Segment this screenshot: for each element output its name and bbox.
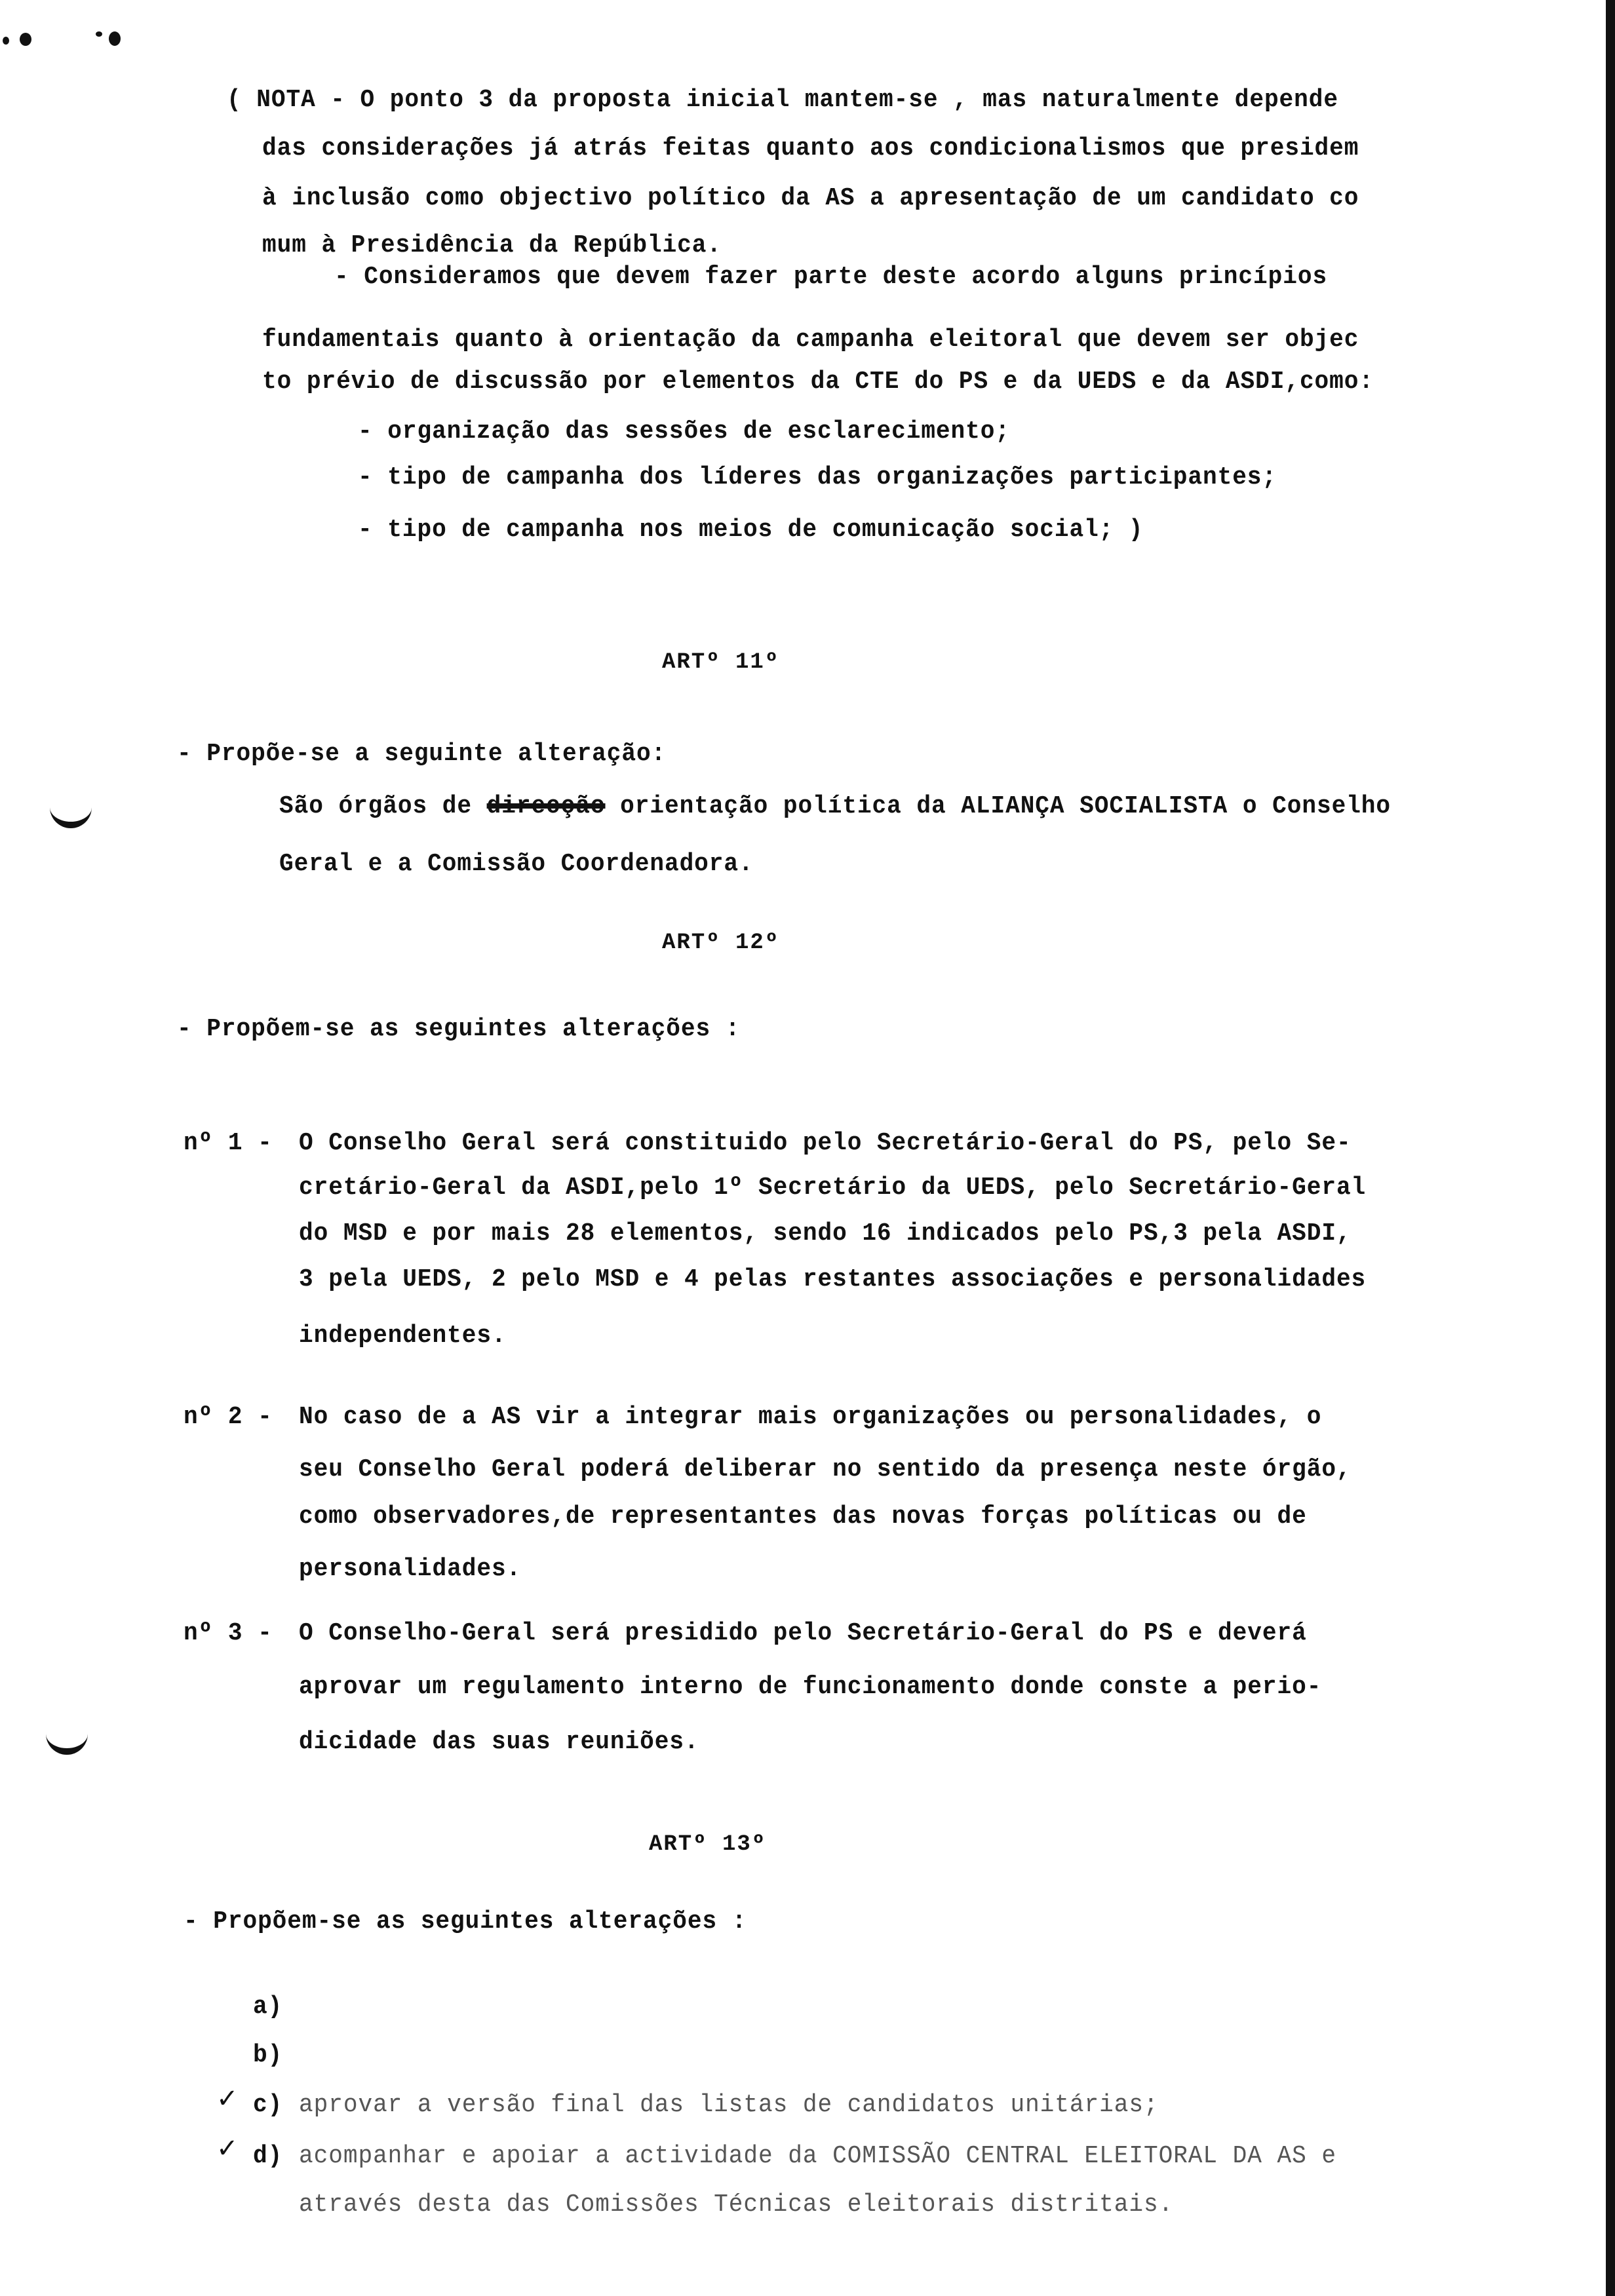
article-12-item-2-line-3: como observadores,de representantes das novas forças políticas ou de (299, 1502, 1307, 1531)
note-line-1: ( NOTA - O ponto 3 da proposta inicial mantem-se , mas naturalmente depende (227, 86, 1339, 114)
note-line-4: mum à Presidência da República. (262, 231, 722, 259)
article-12-item-1-line-2: cretário-Geral da ASDI,pelo 1º Secretário da UEDS, pelo Secretário-Geral (299, 1174, 1367, 1202)
note-bullet-3: - tipo de campanha nos meios de comunicação social; ) (358, 516, 1144, 544)
struck-word: direcção (486, 792, 606, 820)
check-mark-icon: ✓ (216, 2084, 239, 2114)
article-12-item-1-line-5: independentes. (299, 1322, 507, 1350)
article-12-item-3-line-2: aprovar um regulamento interno de funcionamento donde conste a perio- (299, 1673, 1322, 1701)
article-11-text-after: orientação política da ALIANÇA SOCIALISTA o Conselho (605, 792, 1391, 820)
scan-speck (96, 31, 102, 37)
article-12-heading: ARTº 12º (662, 930, 780, 955)
article-13-item-b-label: b) (253, 2041, 283, 2069)
article-11-text-line-2: Geral e a Comissão Coordenadora. (279, 850, 754, 878)
note-bullet-2: - tipo de campanha dos líderes das organizações participantes; (358, 463, 1277, 491)
note-line-7: to prévio de discussão por elementos da CTE do PS e da UEDS e da ASDI,como: (262, 368, 1374, 396)
article-12-item-1-line-1: O Conselho Geral será constituido pelo Secretário-Geral do PS, pelo Se- (299, 1129, 1352, 1157)
article-13-item-a-label: a) (253, 1993, 283, 2021)
article-12-item-2-line-1: No caso de a AS vir a integrar mais organizações ou personalidades, o (299, 1403, 1322, 1431)
scan-speck (109, 31, 121, 46)
article-13-item-c-text: aprovar a versão final das listas de candidatos unitárias; (299, 2091, 1159, 2119)
scan-speck (20, 33, 31, 46)
article-13-item-c-label: c) (253, 2091, 283, 2119)
article-12-item-1-line-4: 3 pela UEDS, 2 pelo MSD e 4 pelas restantes associações e personalidades (299, 1265, 1367, 1293)
article-11-text-line-1 (279, 792, 1391, 822)
article-12-intro: - Propõem-se as seguintes alterações : (177, 1015, 741, 1043)
note-bullet-1: - organização das sessões de esclarecimento; (358, 417, 1011, 446)
article-13-heading: ARTº 13º (649, 1832, 767, 1857)
binder-hole-mark (46, 1727, 88, 1755)
scan-speck (3, 37, 9, 45)
page-edge-shadow (1606, 0, 1615, 2296)
article-13-item-d-text: acompanhar e apoiar a actividade da COMISSÃO CENTRAL ELEITORAL DA AS e (299, 2142, 1336, 2170)
article-11-intro: - Propõe-se a seguinte alteração: (177, 740, 667, 768)
binder-hole-mark (50, 801, 92, 828)
article-13-item-d-label: d) (253, 2142, 283, 2170)
article-12-item-2-line-4: personalidades. (299, 1555, 522, 1583)
article-13-item-d-continuation: através desta das Comissões Técnicas eleitorais distritais. (299, 2191, 1174, 2219)
note-line-3: à inclusão como objectivo político da AS a apresentação de um candidato co (262, 184, 1359, 212)
note-line-6: fundamentais quanto à orientação da campanha eleitoral que devem ser objec (262, 326, 1359, 354)
article-11-heading: ARTº 11º (662, 650, 780, 675)
article-12-item-2-label: nº 2 - (184, 1403, 273, 1431)
article-12-item-1-line-3: do MSD e por mais 28 elementos, sendo 16 indicados pelo PS,3 pela ASDI, (299, 1219, 1352, 1248)
article-12-item-3-label: nº 3 - (184, 1619, 273, 1647)
article-12-item-1-label: nº 1 - (184, 1129, 273, 1157)
note-line-5: - Consideramos que devem fazer parte deste acordo alguns princípios (334, 263, 1328, 291)
article-11-text-before: São órgãos de (279, 792, 487, 820)
article-12-item-3-line-1: O Conselho-Geral será presidido pelo Secretário-Geral do PS e deverá (299, 1619, 1307, 1647)
check-mark-icon: ✓ (216, 2133, 239, 2164)
article-12-item-2-line-2: seu Conselho Geral poderá deliberar no sentido da presença neste órgão, (299, 1455, 1352, 1483)
note-line-2: das considerações já atrás feitas quanto aos condicionalismos que presidem (262, 134, 1359, 163)
article-13-intro: - Propõem-se as seguintes alterações : (184, 1907, 747, 1936)
article-12-item-3-line-3: dicidade das suas reuniões. (299, 1728, 699, 1756)
